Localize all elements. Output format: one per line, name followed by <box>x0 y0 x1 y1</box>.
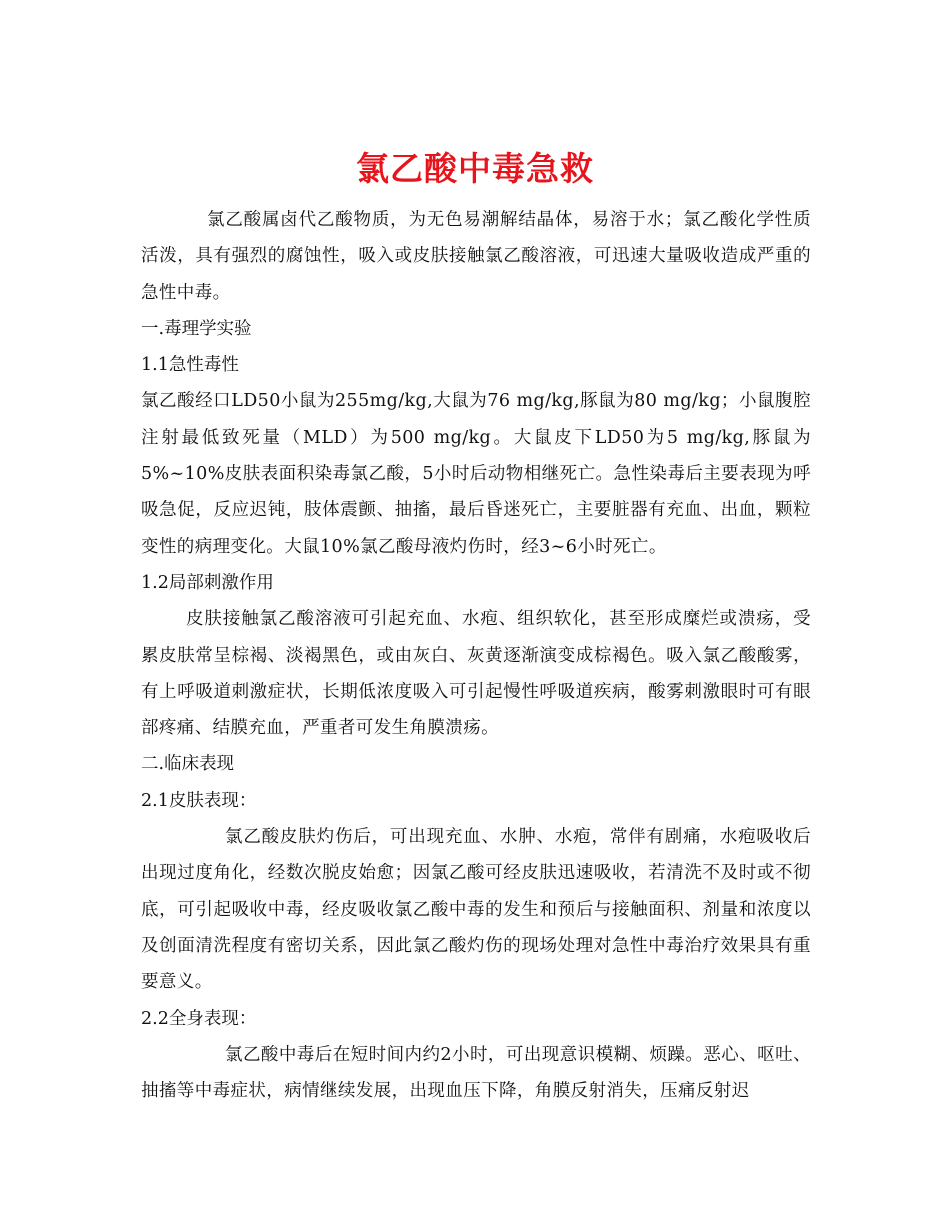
skin-paragraph: 氯乙酸皮肤灼伤后，可出现充血、水肿、水疱，常伴有剧痛，水疱吸收后出现过度角化，经数次脱皮始愈；因氯乙酸可经皮肤迅速吸收，若清洗不及时或不彻底，可引起吸收中毒，经皮吸收氯乙酸中毒的发生和预后与接触面积、剂量和浓度以及创面清洗程度有密切关系，因此氯乙酸灼伤的现场处理对急性中毒治疗效果具有重要意义。 <box>141 827 811 993</box>
subsection-heading-local-irritation: 1.2局部刺激作用 <box>141 572 274 593</box>
subsection-heading-systemic: 2.2全身表现： <box>141 1008 257 1029</box>
section-heading-clinical: 二.临床表现 <box>141 754 235 775</box>
acute-toxicity-paragraph: 氯乙酸经口LD50小鼠为255mg/kg,大鼠为76 mg/kg,豚鼠为80 mg/kg；小鼠腹腔注射最低致死量（MLD）为500 mg/kg。大鼠皮下LD50为5 mg/kg,豚鼠为5%~10%皮肤表面积染毒氯乙酸，5小时后动物相继死亡。急性染毒后主要表现为呼吸急促，反应迟钝，肢体震颤、抽搐，最后昏迷死亡，主要脏器有充血、出血，颗粒变性的病理变化。大鼠10%氯乙酸母液灼伤时，经3~6小时死亡。 <box>141 391 811 557</box>
subsection-heading-skin: 2.1皮肤表现： <box>141 790 257 811</box>
local-irritation-paragraph: 皮肤接触氯乙酸溶液可引起充血、水疱、组织软化，甚至形成糜烂或溃疡，受累皮肤常呈棕褐、淡褐黑色，或由灰白、灰黄逐渐演变成棕褐色。吸入氯乙酸酸雾，有上呼吸道刺激症状，长期低浓度吸入可引起慢性呼吸道疾病，酸雾刺激眼时可有眼部疼痛、结膜充血，严重者可发生角膜溃疡。 <box>141 609 811 739</box>
document-body <box>141 202 811 1109</box>
section-heading-toxicology: 一.毒理学实验 <box>141 318 252 339</box>
systemic-paragraph: 氯乙酸中毒后在短时间内约2小时，可出现意识模糊、烦躁。恶心、呕吐、抽搐等中毒症状，病情继续发展，出现血压下降，角膜反射消失，压痛反射迟 <box>141 1044 811 1102</box>
intro-paragraph: 氯乙酸属卤代乙酸物质，为无色易潮解结晶体，易溶于水；氯乙酸化学性质活泼，具有强烈的腐蚀性，吸入或皮肤接触氯乙酸溶液，可迅速大量吸收造成严重的急性中毒。 <box>141 210 811 303</box>
document-title: 氯乙酸中毒急救 <box>356 149 594 189</box>
subsection-heading-acute-toxicity: 1.1急性毒性 <box>141 355 239 376</box>
